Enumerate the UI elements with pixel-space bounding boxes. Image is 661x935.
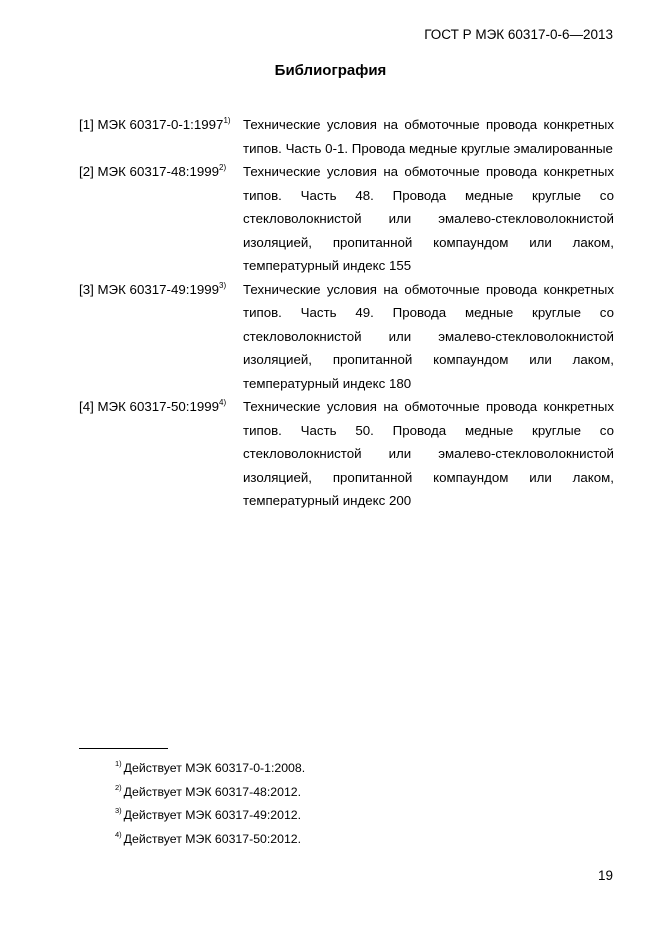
footnote-marker: 3) xyxy=(115,806,122,815)
reference-description: Технические условия на обмоточные провода конкретных типов. Часть 48. Провода медные круглые со стекловолокнистой или эмалево-стекловолокнистой изоляцией, пропитанной компаундом или лаком, температурный индекс 155 xyxy=(243,164,614,273)
reference-id xyxy=(79,113,243,160)
footnote-marker: 3) xyxy=(219,280,227,290)
bibliography-entry xyxy=(79,113,614,160)
reference-description: Технические условия на обмоточные провода конкретных типов. Часть 50. Провода медные круглые со стекловолокнистой или эмалево-стекловолокнистой изоляцией, пропитанной компаундом или лаком, температурный индекс 200 xyxy=(243,399,614,508)
reference-code: [1] МЭК 60317-0-1:1997 xyxy=(79,117,224,132)
reference-code: [2] МЭК 60317-48:1999 xyxy=(79,164,220,179)
reference-description: Технические условия на обмоточные провода конкретных типов. Часть 0-1. Провода медные круглые эмалированные xyxy=(243,117,614,156)
bibliography-entry xyxy=(79,395,614,513)
footnote-marker: 2) xyxy=(115,782,122,792)
section-title: Библиография xyxy=(274,62,387,79)
footnote-text: Действует МЭК 60317-0-1:2008. xyxy=(123,761,306,775)
reference-id xyxy=(79,395,243,513)
footnotes xyxy=(115,757,305,851)
footnote xyxy=(115,828,305,852)
footnote-text: Действует МЭК 60317-48:2012. xyxy=(123,784,302,799)
reference-code: [3] МЭК 60317-49:1999 xyxy=(79,281,220,297)
page-number: 19 xyxy=(597,868,613,883)
footnote-separator xyxy=(79,748,168,749)
footnote-marker: 2) xyxy=(219,163,227,172)
footnote-marker: 1) xyxy=(223,116,231,125)
bibliography-entry xyxy=(79,278,614,396)
bibliography-entry xyxy=(79,160,614,278)
footnote-marker: 4) xyxy=(219,398,227,407)
footnote xyxy=(115,757,305,781)
bibliography-list xyxy=(79,113,614,513)
footnote-text: Действует МЭК 60317-50:2012. xyxy=(123,831,302,846)
footnote-marker: 1) xyxy=(115,759,122,768)
reference-id xyxy=(79,278,243,396)
reference-description: Технические условия на обмоточные провода конкретных типов. Часть 49. Провода медные круглые со стекловолокнистой или эмалево-стекловолокнистой изоляцией, пропитанной компаундом или лаком, температурный индекс 180 xyxy=(243,281,614,391)
footnote-text: Действует МЭК 60317-49:2012. xyxy=(123,808,302,822)
reference-code: [4] МЭК 60317-50:1999 xyxy=(79,399,220,414)
document-code: ГОСТ Р МЭК 60317-0-6—2013 xyxy=(424,27,613,42)
footnote xyxy=(115,781,305,805)
footnote xyxy=(115,804,305,828)
reference-id xyxy=(79,160,243,278)
footnote-marker: 4) xyxy=(115,829,122,839)
